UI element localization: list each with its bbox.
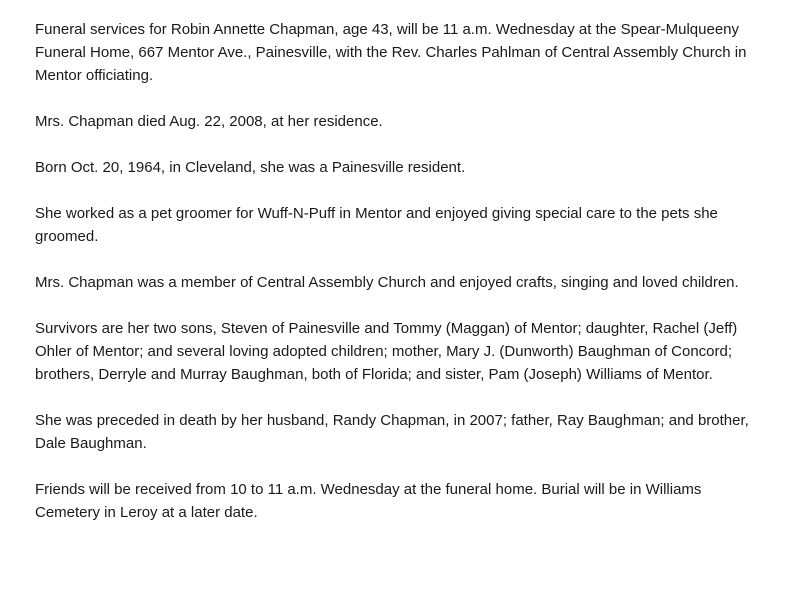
paragraph-funeral-services: Funeral services for Robin Annette Chapman, age 43, will be 11 a.m. Wednesday at the Spear-Mulqueeny Funeral Home, 667 Mentor Ave., Painesville, with the Rev. Charles Pahlman of Central Assembly Church in Mentor officiating. — [35, 21, 747, 84]
paragraph-birth: Born Oct. 20, 1964, in Cleveland, she was a Painesville resident. — [35, 159, 466, 176]
paragraph-work: She worked as a pet groomer for Wuff-N-Puff in Mentor and enjoyed giving special care to the pets she groomed. — [35, 205, 718, 245]
paragraph-membership: Mrs. Chapman was a member of Central Assembly Church and enjoyed crafts, singing and loved children. — [35, 274, 739, 291]
obituary-article — [35, 18, 765, 524]
paragraph-death: Mrs. Chapman died Aug. 22, 2008, at her residence. — [35, 113, 383, 130]
paragraph-survivors: Survivors are her two sons, Steven of Painesville and Tommy (Maggan) of Mentor; daughter, Rachel (Jeff) Ohler of Mentor; and several loving adopted children; mother, Mary J. (Dunworth) Baughman of Concord; brothers, Derryle and Murray Baughman, both of Florida; and sister, Pam (Joseph) Williams of Mentor. — [35, 320, 738, 383]
paragraph-visitation: Friends will be received from 10 to 11 a.m. Wednesday at the funeral home. Burial will be in Williams Cemetery in Leroy at a later date. — [35, 481, 702, 521]
paragraph-preceded-in-death: She was preceded in death by her husband, Randy Chapman, in 2007; father, Ray Baughman; and brother, Dale Baughman. — [35, 412, 749, 452]
